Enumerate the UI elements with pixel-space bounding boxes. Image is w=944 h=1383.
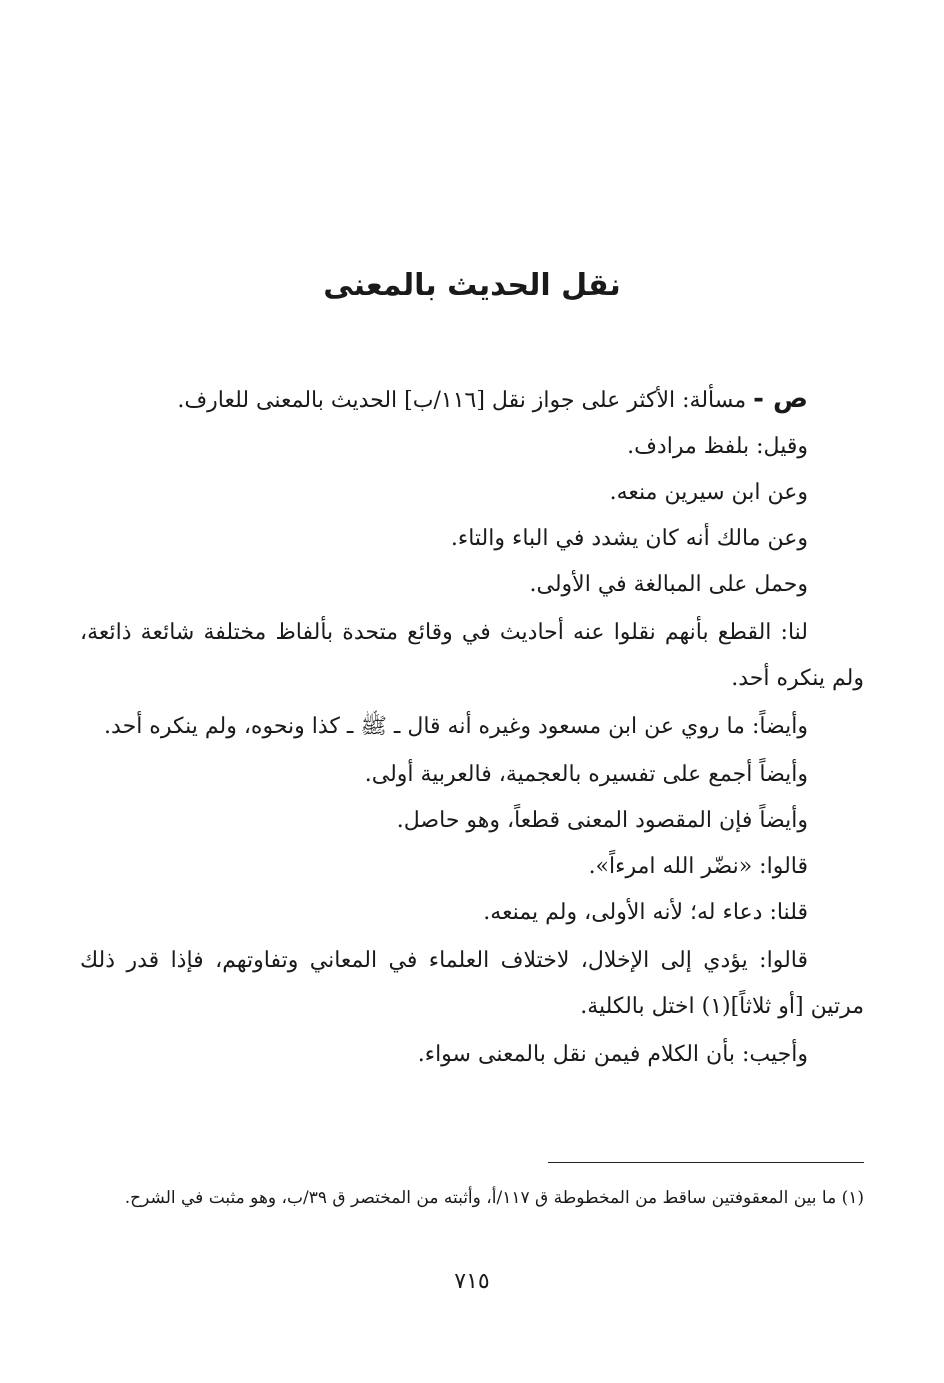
paragraph: وقيل: بلفظ مرادف. xyxy=(627,434,808,459)
paragraph-text: مسألة: الأكثر على جواز نقل [١١٦/ب] الحديث بالمعنى للعارف. xyxy=(177,388,747,413)
page-number: ٧١٥ xyxy=(454,1269,490,1294)
paragraph: وعن ابن سيرين منعه. xyxy=(609,480,808,505)
footnote-divider xyxy=(548,1162,864,1163)
paragraph: وحمل على المبالغة في الأولى. xyxy=(529,572,808,597)
main-text xyxy=(80,376,864,1078)
paragraph: وأيضاً: ما روي عن ابن مسعود وغيره أنه قال ـ ﷺ ـ كذا ونحوه، ولم ينكره أحد. xyxy=(104,714,808,739)
book-page xyxy=(80,0,864,1383)
paragraph xyxy=(80,376,864,424)
section-marker: ص - xyxy=(753,384,808,414)
paragraph: لنا: القطع بأنهم نقلوا عنه أحاديث في وقائع متحدة بألفاظ مختلفة شائعة ذائعة، ولم ينكره أحد. xyxy=(80,620,864,691)
paragraph: وأجيب: بأن الكلام فيمن نقل بالمعنى سواء. xyxy=(417,1042,808,1067)
paragraph: وأيضاً فإن المقصود المعنى قطعاً، وهو حاصل. xyxy=(396,808,808,833)
chapter-title: نقل الحديث بالمعنى xyxy=(323,268,621,303)
paragraph: وعن مالك أنه كان يشدد في الباء والتاء. xyxy=(450,526,808,551)
paragraph: قالوا: «نضّر الله امرءاً». xyxy=(588,854,808,879)
paragraph: قلنا: دعاء له؛ لأنه الأولى، ولم يمنعه. xyxy=(483,900,808,925)
footnote: (١) ما بين المعقوفتين ساقط من المخطوطة ق ١١٧/أ، وأثبته من المختصر ق ٣٩/ب، وهو مثبت في الشرح. xyxy=(124,1188,864,1208)
paragraph: وأيضاً أجمع على تفسيره بالعجمية، فالعربية أولى. xyxy=(364,762,808,787)
paragraph: قالوا: يؤدي إلى الإخلال، لاختلاف العلماء في المعاني وتفاوتهم، فإذا قدر ذلك مرتين [أو ثلاثاً](١) اختل بالكلية. xyxy=(80,948,864,1019)
